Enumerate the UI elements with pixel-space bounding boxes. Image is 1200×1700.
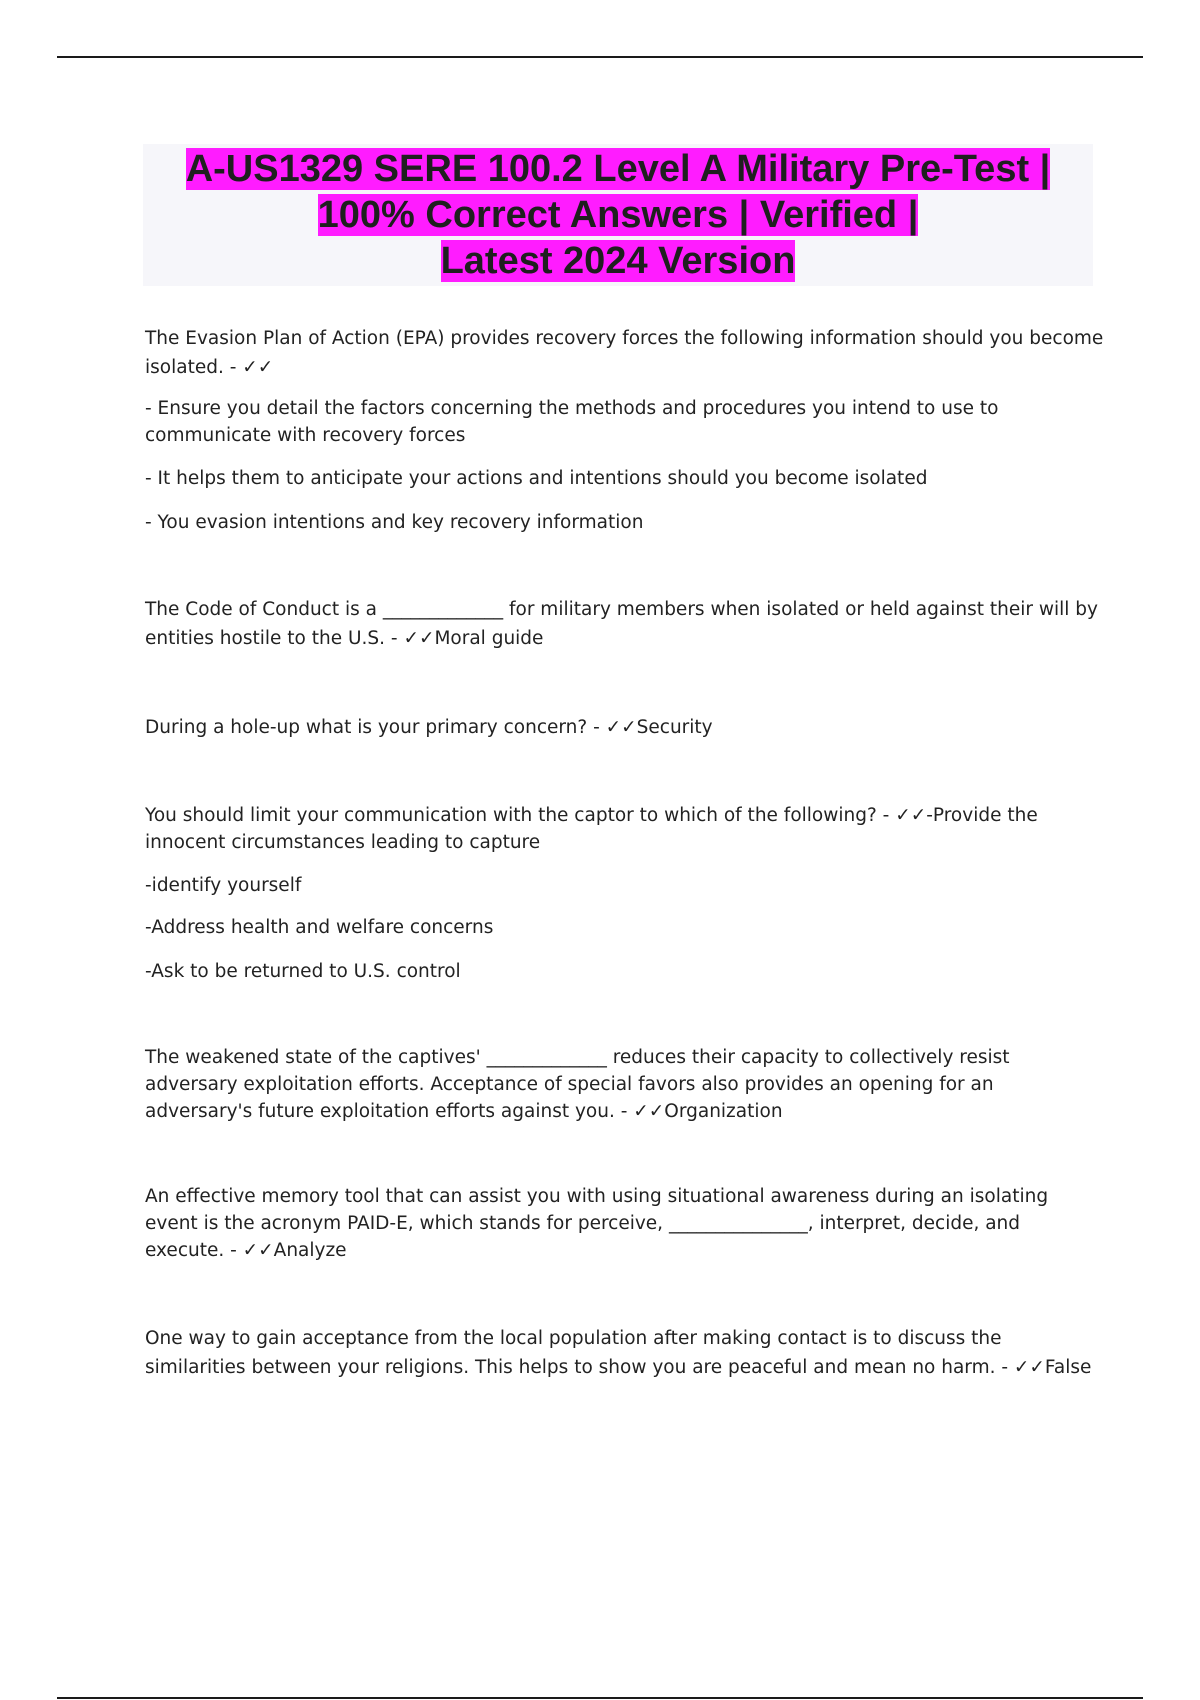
answer-4-2: -Address health and welfare concerns [145, 917, 494, 938]
question-5: The weakened state of the captives' _____________ reduces their capacity to collectively resist adversary exploitation efforts. Acceptance of special favors also provides an opening for an adversary's future exploitation efforts against you. - ✓✓Organization [145, 1047, 1010, 1122]
answer-1-3: - You evasion intentions and key recovery information [145, 512, 644, 533]
question-3: During a hole-up what is your primary concern? - ✓✓Security [145, 717, 713, 738]
document-title [143, 144, 1093, 286]
question-6: An effective memory tool that can assist you with using situational awareness during an isolating event is the acronym PAID-E, which stands for perceive, _______________, interpret, decide, and execute. - ✓✓Analyze [145, 1186, 1049, 1261]
question-4: You should limit your communication with the captor to which of the following? - ✓✓-Provide the innocent circumstances leading to capture [145, 805, 1038, 853]
answer-4-1: -identify yourself [145, 875, 302, 896]
question-2: The Code of Conduct is a _____________ for military members when isolated or held against their will by entities hostile to the U.S. - ✓✓Moral guide [145, 599, 1098, 649]
top-rule [57, 56, 1143, 58]
bottom-rule [57, 1697, 1143, 1699]
answer-4-3: -Ask to be returned to U.S. control [145, 961, 461, 982]
qa-list [145, 324, 1105, 1382]
title-line-3: Latest 2024 Version [440, 240, 796, 282]
title-line-1: A-US1329 SERE 100.2 Level A Military Pre-Test | [185, 148, 1051, 190]
answer-1-2: - It helps them to anticipate your actions and intentions should you become isolated [145, 468, 928, 489]
title-line-2: 100% Correct Answers | Verified | [317, 194, 919, 236]
answer-1-1: - Ensure you detail the factors concerning the methods and procedures you intend to use to communicate with recovery forces [145, 398, 999, 446]
question-1: The Evasion Plan of Action (EPA) provides recovery forces the following information should you become isolated. - ✓✓ [145, 328, 1104, 378]
question-7: One way to gain acceptance from the local population after making contact is to discuss the similarities between your religions. This helps to show you are peaceful and mean no harm. - ✓✓False [145, 1328, 1092, 1378]
